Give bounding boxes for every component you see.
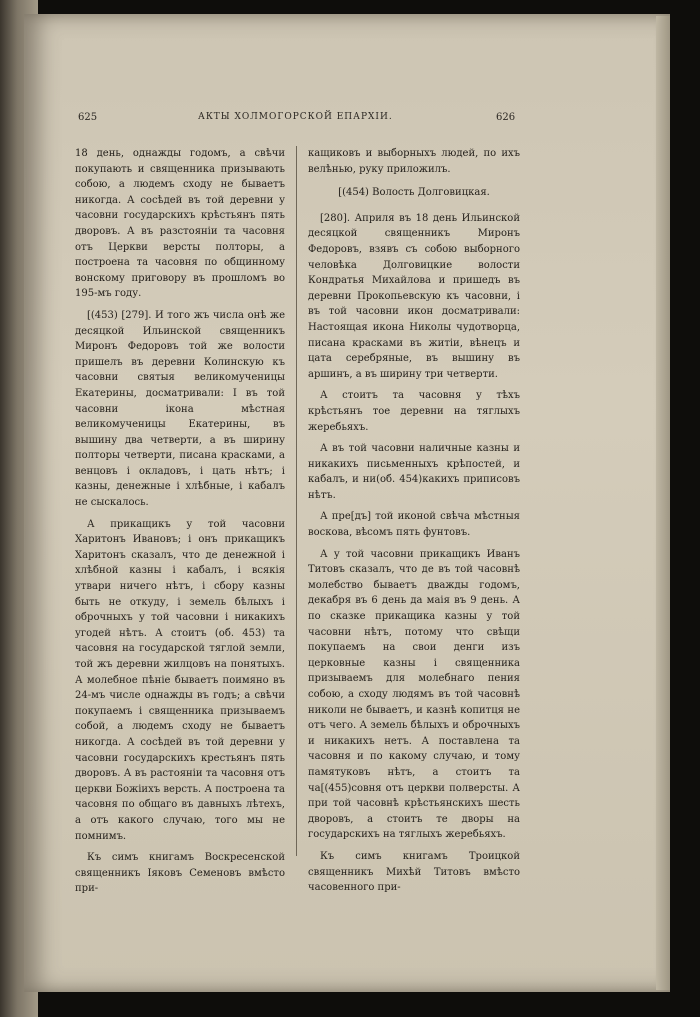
running-title: АКТЫ ХОЛМОГОРСКОЙ ЕПАРХІИ. — [198, 112, 393, 122]
paragraph: [280]. Априля въ 18 день Ильинской десяцкой священникъ Миронъ Федоровъ, взявъ съ собою выборного человѣка Долговицкие волости Кондратья Михайлова и пришедъ въ деревни Прокопьевскую къ часовни, і въ той часовни икон досматривали: Настоящая икона Николы чудотворца, писана красками въ житіи, вѣнецъ и цата серебряные, въ вышину въ аршинъ, а въ ширину три четверти. — [308, 212, 520, 380]
paragraph: А у той часовни прикащикъ Иванъ Титовъ сказалъ, что де въ той часовнѣ молебство бываетъ дважды годомъ, декабря въ 6 день да маія въ 9 день. А по сказке прикащика казны у той часовни нѣтъ, потому что свѣщи покупаемъ на свои денги изъ церковные казны і священника призываемъ для молебнаго пения собою, а сходу людямъ въ той часовнѣ николи не бываетъ, и казнѣ копитця не отъ чего. А земель бѣлыхъ и оброчныхъ и никакихъ нетъ. А поставлена та часовня и по какому случаю, и тому памятуковъ нѣтъ, а стоитъ та ча[(455)совня отъ церкви полверсты. А при той часовнѣ крѣстьянскихъ шесть дворовъ, а стоитъ те дворы на государскихъ на тяглыхъ жеребьяхъ. — [308, 548, 520, 841]
section-heading: [(454) Волость Долговицкая. — [338, 187, 490, 199]
column-divider — [296, 146, 297, 856]
paragraph: 18 день, однажды годомъ, а свѣчи покупають и священника призывають собою, а людемъ сходу не бываетъ никогда. А сосѣдей въ той деревни у часовни государскихъ крѣстьянъ пять дворовъ. А въ разстояніи та часовня отъ Церкви версты полторы, а построена та часовня по общинному вонскому приговору въ прошломъ во 195-мъ году. — [75, 148, 285, 300]
paragraph: А стоитъ та часовня у тѣхъ крѣстьянъ тое деревни на тяглыхъ жеребьяхъ. — [308, 390, 520, 433]
page-number-right: 626 — [496, 112, 516, 123]
page-number-left: 625 — [78, 112, 98, 123]
paragraph: А въ той часовни наличные казны и никакихъ письменныхъ крѣпостей, и кабалъ, и ни(об. 454)какихъ приписовъ нѣтъ. — [308, 443, 520, 501]
paragraph: А прикащикъ у той часовни Харитонъ Ивановъ; і онъ прикащикъ Харитонъ сказалъ, что де денежной і хлѣбной казны і кабалъ, і всякія утвари ничего нѣтъ, і сбору казны быть не откуду, і земель бѣлыхъ і оброчныхъ у той часовни і никакихъ угодей нѣтъ. А стоитъ (об. 453) та часовня на государской тяглой земли, той жъ деревни жилцовъ на понятыхъ. А молебное пѣніе бываетъ поимяно въ 24-мъ числе однажды въ годъ; а свѣчи покупаемъ і священника призываемъ собой, а людемъ сходу не бываетъ никогда. А сосѣдей въ той деревни у часовни государскихъ крестьянъ пять дворовъ. А въ растояніи та часовня отъ церкви Божіихъ версть. А построена та часовня по общаго въ давныхъ лѣтехъ, а отъ какого случаю, того мы не помнимъ. — [75, 518, 285, 842]
left-column — [75, 146, 285, 903]
paragraph: Къ симъ книгамъ Воскресенской священникъ Іяковъ Семеновъ вмѣсто при- — [75, 852, 285, 895]
paragraph: А пре[дъ] той иконой свѣча мѣстныя воскова, вѣсомъ пять фунтовъ. — [308, 511, 520, 539]
paragraph: Къ симъ книгамъ Троицкой священникъ Михѣй Титовъ вмѣсто часовенного при- — [308, 850, 520, 894]
paragraph: [(453) [279]. И того жъ числа онѣ же десяцкой Ильинской священникъ Миронъ Федоровъ той же волости пришелъ въ деревни Колинскую къ часовни святыя великомученицы Екатерины, досматривали: І въ той часовни ікона мѣстная великомученицы Екатерины, въ вышину два четверти, а въ ширину полторы четверти, писана красками, а венцовъ і окладовъ, і цать нѣтъ; і казны, денежные і хлѣбные, і кабалъ не сыскалось. — [75, 309, 285, 509]
paragraph-fragment: кащиковъ и выборныхъ людей, по ихъ велѣнью, руку приложилъ. — [308, 148, 520, 175]
right-column — [308, 146, 520, 902]
page-right-edge — [656, 16, 670, 990]
